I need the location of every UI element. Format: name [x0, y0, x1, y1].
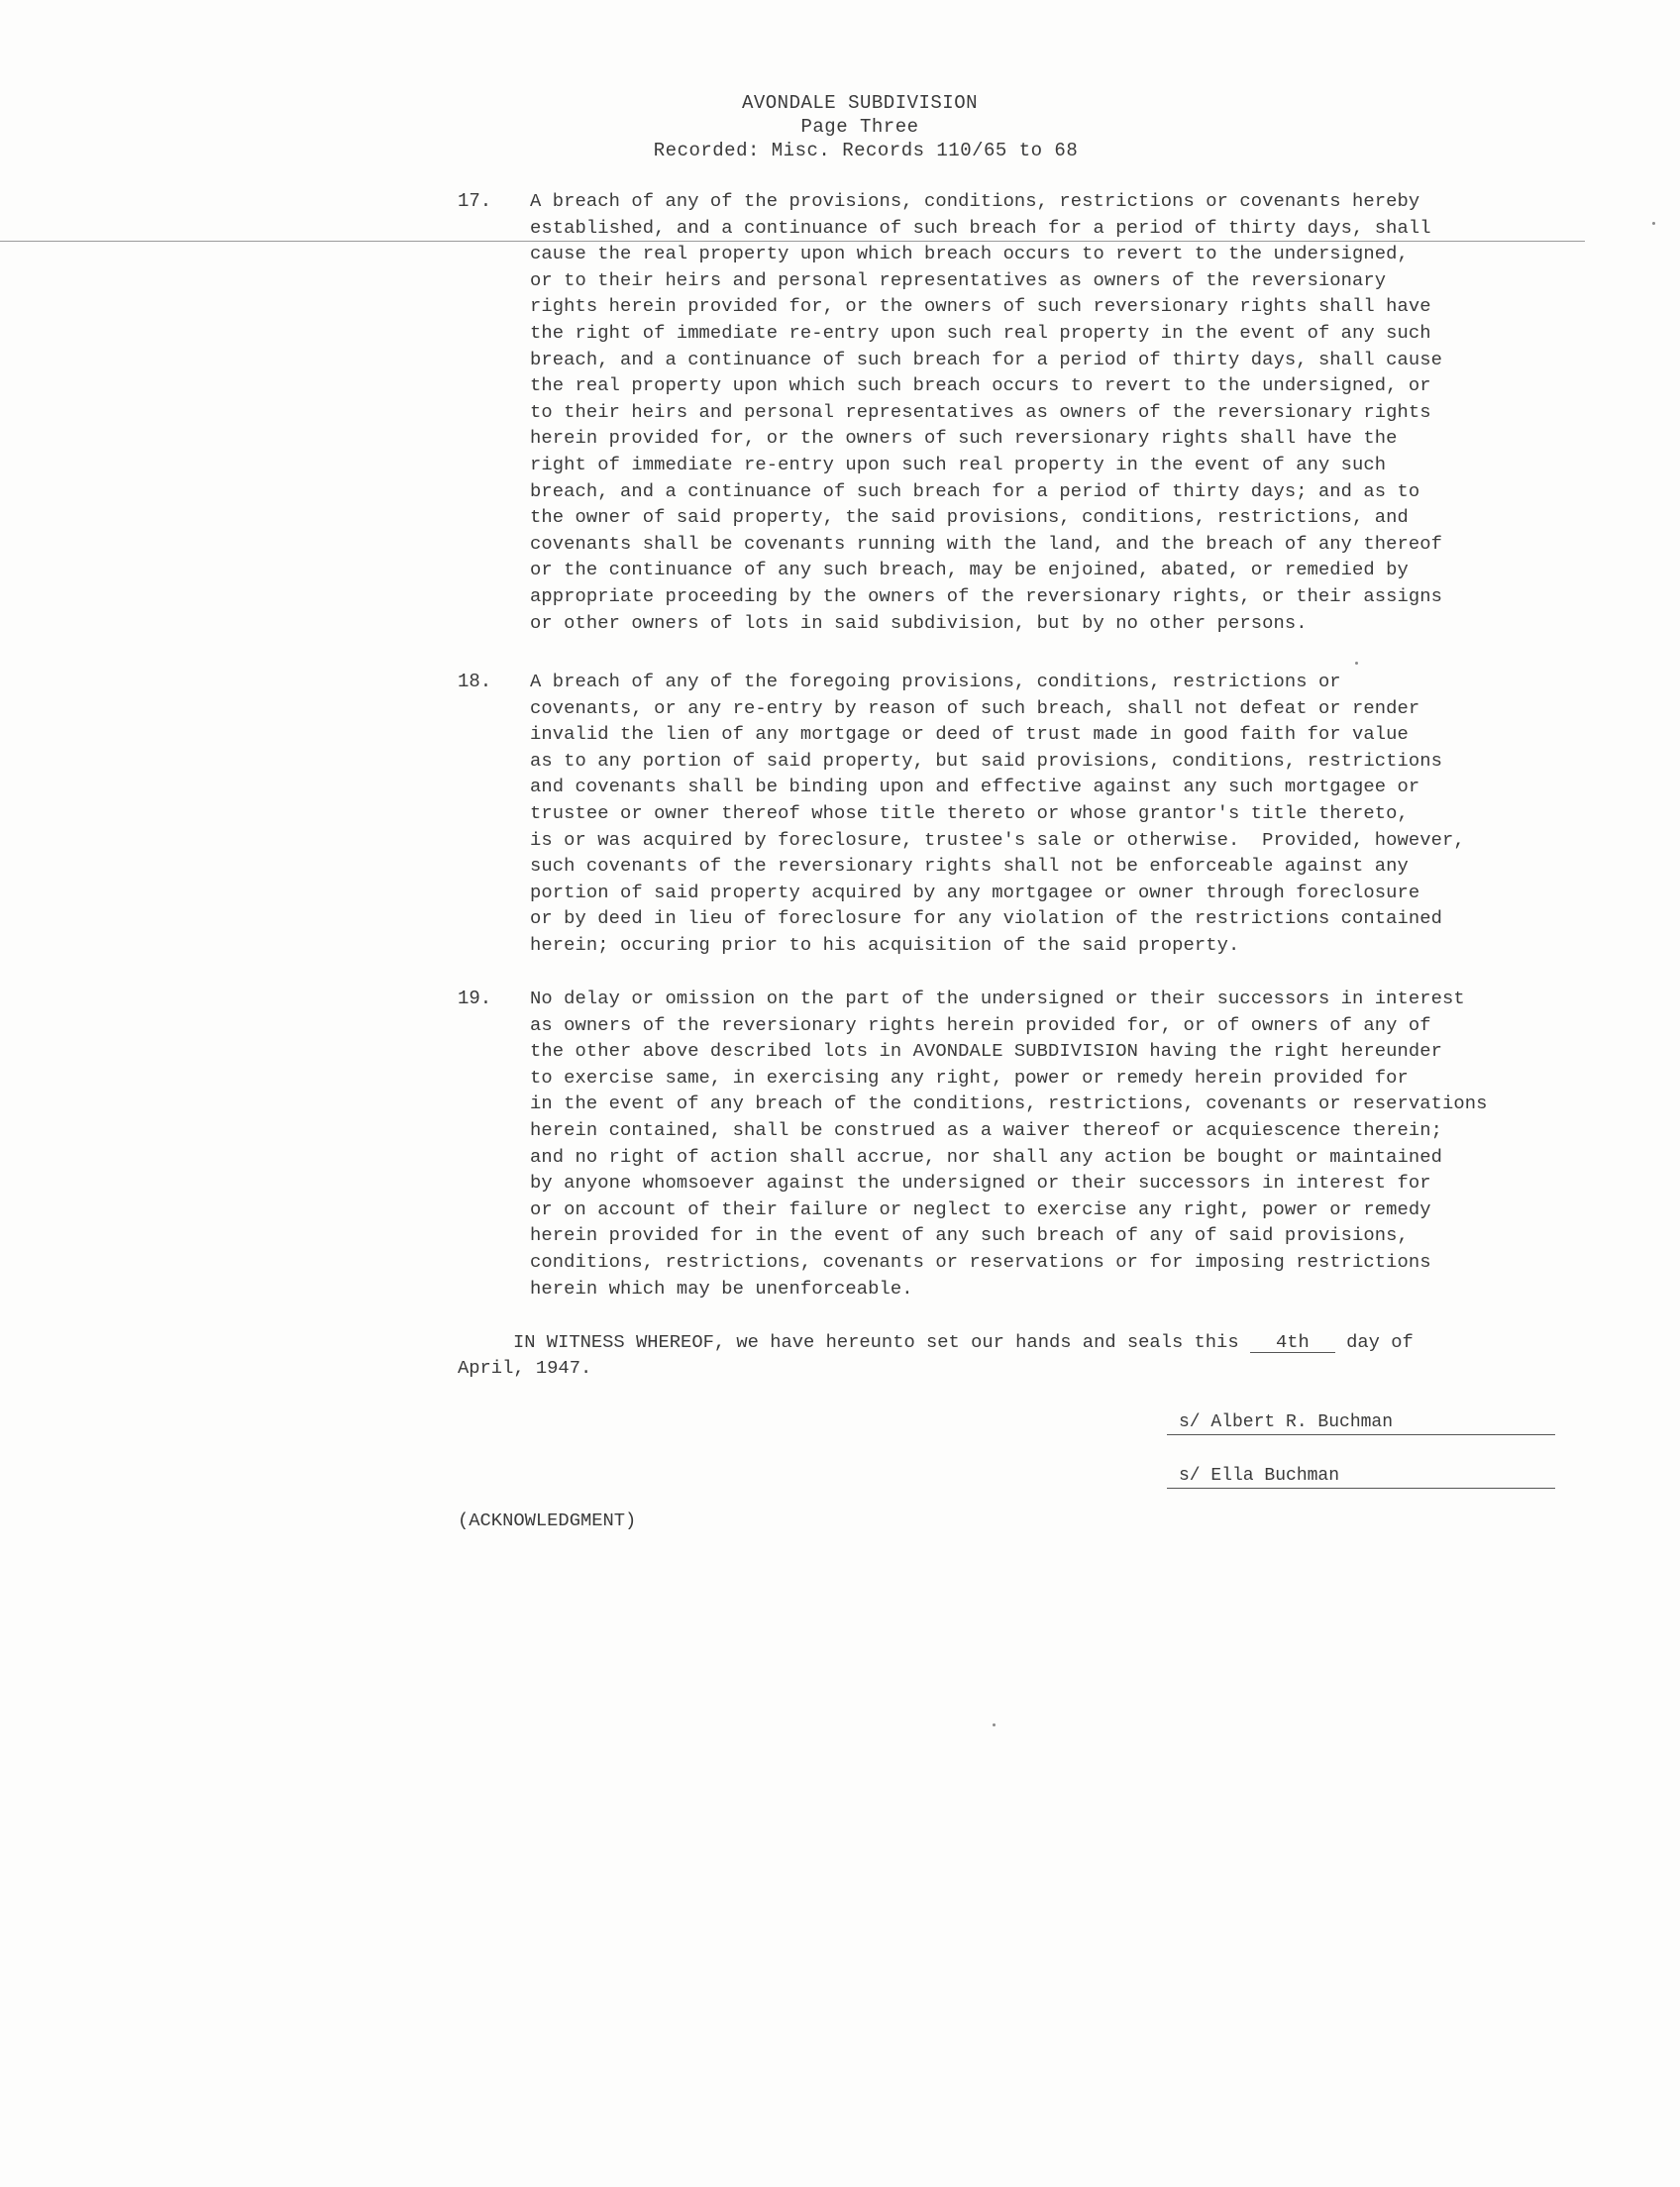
witness-clause	[458, 1329, 1597, 1381]
signature-line-2	[1167, 1464, 1555, 1489]
paragraph-line: established, and a continuance of such breach for a period of thirty days, shall	[530, 216, 1431, 239]
paragraph-line: A breach of any of the foregoing provisions, conditions, restrictions or	[530, 671, 1341, 692]
paragraph-line: or other owners of lots in said subdivision, but by no other persons.	[530, 611, 1308, 634]
acknowledgment-label: (ACKNOWLEDGMENT)	[458, 1510, 637, 1531]
paragraph-line: in the event of any breach of the conditions, restrictions, covenants or reservations	[530, 1093, 1488, 1115]
paragraph-line: or on account of their failure or neglect to exercise any right, power or remedy	[530, 1198, 1431, 1220]
paragraph-line: and no right of action shall accrue, nor shall any action be bought or maintained	[530, 1145, 1443, 1168]
paragraph-line: herein; occuring prior to his acquisition of the said property.	[530, 933, 1240, 956]
paragraph-line: or by deed in lieu of foreclosure for any violation of the restrictions contained	[530, 907, 1443, 930]
paragraph-line: the owner of said property, the said provisions, conditions, restrictions, and	[530, 506, 1409, 529]
paragraph-body	[530, 986, 1659, 1302]
paragraph-line: breach, and a continuance of such breach for a period of thirty days; and as to	[530, 479, 1420, 502]
paragraph-line: the other above described lots in AVONDALE SUBDIVISION having the right hereunder	[530, 1040, 1443, 1063]
paragraph-number: 19.	[458, 988, 492, 1009]
paragraph-line: the right of immediate re-entry upon such real property in the event of any such	[530, 321, 1431, 344]
witness-date: April, 1947.	[458, 1357, 592, 1379]
paragraph-line: herein provided for in the event of any such breach of any of said provisions,	[530, 1224, 1409, 1247]
page-subtitle: Page Three	[800, 116, 919, 138]
paragraph-line: such covenants of the reversionary rights shall not be enforceable against any	[530, 855, 1409, 878]
paragraph-number: 17.	[458, 190, 492, 212]
paragraph-line: and covenants shall be binding upon and effective against any such mortgagee or	[530, 776, 1420, 798]
witness-line-1	[458, 1329, 1597, 1355]
paragraph-line: portion of said property acquired by any mortgagee or owner through foreclosure	[530, 881, 1420, 903]
witness-text: IN WITNESS WHEREOF, we have hereunto set our hands and seals this	[513, 1331, 1250, 1353]
paragraph-body	[530, 669, 1659, 959]
paragraph-line: breach, and a continuance of such breach for a period of thirty days, shall cause	[530, 348, 1443, 370]
paragraph-line: invalid the lien of any mortgage or deed of trust made in good faith for value	[530, 723, 1409, 746]
paragraph-line: as owners of the reversionary rights herein provided for, or of owners of any of	[530, 1013, 1431, 1036]
document-header	[0, 91, 1680, 162]
paragraph-line: covenants shall be covenants running with the land, and the breach of any thereof	[530, 532, 1443, 555]
recording-reference: Recorded: Misc. Records 110/65 to 68	[653, 140, 1079, 161]
signature-line-1	[1167, 1410, 1555, 1435]
document-title: AVONDALE SUBDIVISION	[741, 92, 979, 114]
paragraph-line: No delay or omission on the part of the undersigned or their successors in interest	[530, 988, 1465, 1009]
paragraph-line: to exercise same, in exercising any right, power or remedy herein provided for	[530, 1066, 1409, 1089]
paragraph-line: appropriate proceeding by the owners of the reversionary rights, or their assigns	[530, 584, 1443, 607]
paragraph-body	[530, 188, 1659, 636]
witness-day: 4th	[1250, 1332, 1335, 1353]
signature-name: s/ Albert R. Buchman	[1179, 1412, 1394, 1432]
signature-name: s/ Ella Buchman	[1179, 1466, 1340, 1486]
paragraph-line: rights herein provided for, or the owners of such reversionary rights shall have	[530, 295, 1431, 318]
paragraph-line: as to any portion of said property, but said provisions, conditions, restrictions	[530, 749, 1443, 772]
paragraph-line: to their heirs and personal representatives as owners of the reversionary rights	[530, 400, 1431, 423]
paragraph-line: conditions, restrictions, covenants or reservations or for imposing restrictions	[530, 1250, 1431, 1273]
paragraph-line: cause the real property upon which breach occurs to revert to the undersigned,	[530, 243, 1409, 265]
paragraph-line: herein provided for, or the owners of such reversionary rights shall have the	[530, 427, 1398, 450]
paragraph-line: right of immediate re-entry upon such real property in the event of any such	[530, 453, 1387, 475]
paragraph-line: covenants, or any re-entry by reason of such breach, shall not defeat or render	[530, 696, 1420, 719]
paragraph-line: is or was acquired by foreclosure, trustee's sale or otherwise. Provided, however,	[530, 828, 1465, 851]
paragraph-line: herein contained, shall be construed as a waiver thereof or acquiescence therein;	[530, 1118, 1443, 1141]
paragraph-line: trustee or owner thereof whose title thereto or whose grantor's title thereto,	[530, 801, 1409, 824]
paragraph-line: by anyone whomsoever against the undersigned or their successors in interest for	[530, 1172, 1431, 1195]
paragraph-line: the real property upon which such breach occurs to revert to the undersigned, or	[530, 374, 1431, 397]
scan-speck	[993, 1723, 996, 1726]
paragraph-line: A breach of any of the provisions, conditions, restrictions or covenants hereby	[530, 190, 1420, 212]
paragraph-line: or to their heirs and personal representatives as owners of the reversionary	[530, 268, 1387, 291]
paragraph-line: herein which may be unenforceable.	[530, 1277, 913, 1300]
paragraph-number: 18.	[458, 671, 492, 692]
paragraph-line: or the continuance of any such breach, may be enjoined, abated, or remedied by	[530, 559, 1409, 581]
scan-speck	[1355, 662, 1358, 665]
scan-speck	[1652, 222, 1655, 225]
witness-text-end: day of	[1334, 1331, 1414, 1353]
